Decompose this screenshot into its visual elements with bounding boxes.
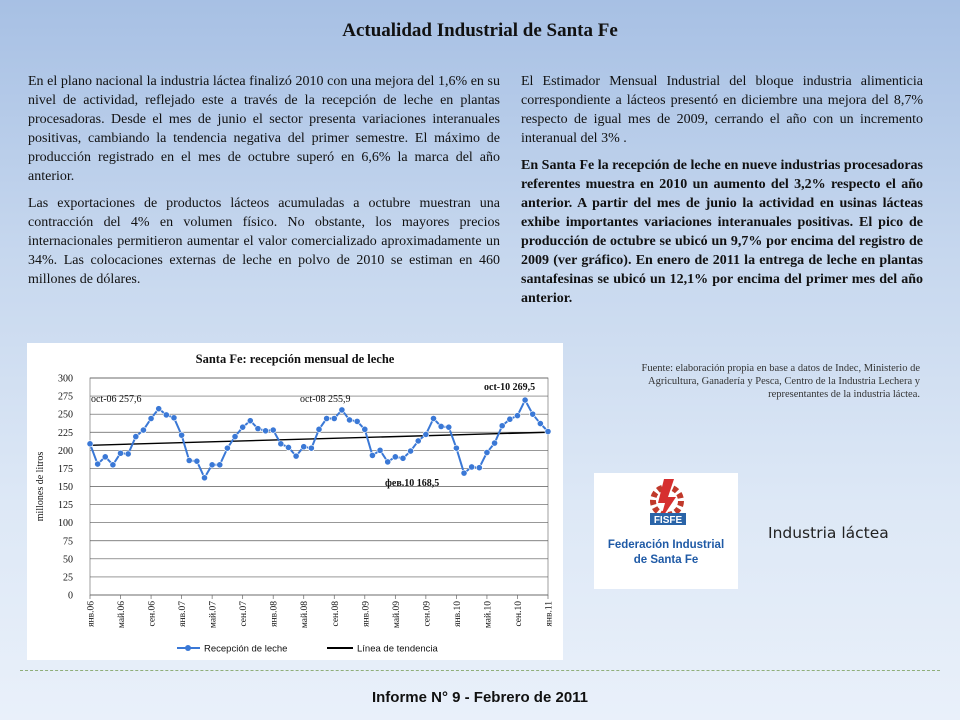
data-point [133,433,139,439]
y-tick-label: 25 [63,572,73,584]
left-paragraph-1: En el plano nacional la industria láctea finalizó 2010 con una mejora del 1,6% en su nivel de actividad, reflejado este a través de la recepción de leche en plantas procesadoras. Desde el mes de junio el sector presenta variaciones interanuales positivas, cambiando la tendencia negativa del primer semestre. El máximo de producción registrado en el mes de octubre superó en 6,6% la marca del año anterior. [28,74,500,184]
x-tick-label: янв.06 [86,601,97,627]
page-title: Actualidad Industrial de Santa Fe [342,20,618,41]
data-point [87,441,93,447]
data-point [476,465,482,471]
data-point [346,417,352,423]
data-point [201,475,207,481]
data-point [430,415,436,421]
data-point [285,444,291,450]
data-point [224,445,230,451]
data-point [217,462,223,468]
data-point [377,447,383,453]
x-tick-label: май.09 [391,601,402,629]
data-point [385,459,391,465]
chart-title: Santa Fe: recepción mensual de leche [195,352,395,366]
x-tick-label: янв.11 [544,601,555,627]
left-column [28,72,500,297]
data-annotation: oct-10 269,5 [484,382,536,393]
data-point [423,431,429,437]
data-point [308,445,314,451]
data-point [339,407,345,413]
chart-canvas [27,343,563,660]
data-point [324,415,330,421]
x-tick-label: янв.07 [178,601,189,627]
y-tick-label: 75 [63,536,73,548]
data-point [140,427,146,433]
data-point [446,424,452,430]
data-point [301,444,307,450]
data-point [408,448,414,454]
fisfe-name-line-1: Federación Industrial [607,539,725,551]
data-point [514,413,520,419]
data-point [110,462,116,468]
data-point [194,458,200,464]
data-point [270,427,276,433]
data-point [545,428,551,434]
x-tick-label: май.08 [300,601,311,629]
logo-caption: Industria láctea [768,524,889,542]
x-tick-label: май.07 [208,601,219,629]
y-tick-label: 125 [58,500,73,512]
data-point [262,428,268,434]
data-point [438,423,444,429]
x-tick-label: янв.10 [452,601,463,627]
data-point [400,455,406,461]
right-paragraph-1: El Estimador Mensual Industrial del bloque industria alimenticia correspondiente a lácteos presentó en diciembre una mejora del 8,7% respecto de igual mes de 2009, cerrando el año con un incremento interanual del 3% . [521,74,923,146]
data-point [163,412,169,418]
x-tick-label: сен.08 [330,601,341,627]
fisfe-name-line-2: de Santa Fe [633,554,699,566]
data-point [499,423,505,429]
data-point [491,440,497,446]
data-point [156,406,162,412]
right-paragraph-2: En Santa Fe la recepción de leche en nueve industrias procesadoras referentes muestra en 2010 un aumento del 3,2% respecto el año anterior. A partir del mes de junio la actividad en usinas lácteas exhibe importantes variaciones interanuales positivas. El pico de producción de octubre se ubicó un 9,7% por encima del registro de 2009 (ver gráfico). En enero de 2011 la entrega de leche en plantas santafesinas se ubicó un 12,1% por encima del primer mes del año anterior. [521,158,923,306]
data-point [255,426,261,432]
data-point [469,464,475,470]
y-tick-label: 225 [58,427,73,439]
x-tick-label: янв.08 [269,601,280,627]
y-tick-label: 175 [58,463,73,475]
y-tick-label: 50 [63,554,73,566]
data-point [171,415,177,421]
trend-line [90,432,548,445]
y-tick-label: 150 [58,482,73,493]
data-annotation: oct-08 255,9 [300,394,351,405]
y-tick-label: 100 [58,518,73,530]
y-tick-label: 200 [58,445,73,457]
data-point [453,445,459,451]
x-tick-label: май.10 [483,601,494,629]
data-point [293,453,299,459]
data-point [354,418,360,424]
right-column [521,72,923,316]
data-point [148,415,154,421]
data-annotation: фев.10 168,5 [385,478,440,489]
left-paragraph-2: Las exportaciones de productos lácteos acumuladas a octubre muestran una contracción del 4% en volumen físico. No obstante, los mayores precios internacionales permitieron aumentar el valor comercializado aproximadamente un 34%. Las colocaciones externas de leche en polvo de 2010 se estiman en 460 millones de dólares. [28,196,500,287]
fisfe-logo-graphic [594,473,738,589]
data-point [95,461,101,467]
y-tick-label: 250 [58,409,73,421]
data-point [240,424,246,430]
x-tick-label: янв.09 [361,601,372,627]
data-point [316,426,322,432]
y-tick-label: 275 [58,391,73,403]
data-point [117,450,123,456]
data-point [232,433,238,439]
legend-marker-recepcion [185,645,191,651]
data-point [522,397,528,403]
data-point [392,454,398,460]
data-point [102,454,108,460]
data-point [415,438,421,444]
x-tick-label: сен.10 [513,601,524,627]
data-point [186,457,192,463]
data-point [278,441,284,447]
data-point [537,420,543,426]
data-point [331,415,337,421]
fisfe-badge-text: FISFE [653,515,683,526]
data-point [507,416,513,422]
data-point [179,432,185,438]
x-tick-label: сен.07 [239,601,250,627]
data-point [125,451,131,457]
source-note: Fuente: elaboración propia en base a datos de Indec, Ministerio de Agricultura, Ganadería y Pesca, Centro de la Industria Lechera y representantes de la industria láctea. [641,363,920,400]
data-point [530,411,536,417]
data-point [362,426,368,432]
footer-divider [20,670,940,671]
data-point [484,449,490,455]
data-point [209,462,215,468]
footer-label: Informe N° 9 - Febrero de 2011 [371,689,589,706]
legend-label-tendencia: Línea de tendencia [357,643,438,655]
data-annotation: oct-06 257,6 [91,394,142,405]
fisfe-logo [594,473,738,589]
data-point [369,452,375,458]
milk-reception-chart [27,343,563,660]
x-tick-label: май.06 [117,601,128,629]
data-point [461,470,467,476]
legend-label-recepcion: Recepción de leche [204,643,288,655]
y-tick-label: 0 [68,590,73,602]
x-tick-label: сен.09 [422,601,433,627]
data-point [247,418,253,424]
y-tick-label: 300 [58,373,73,385]
x-tick-label: сен.06 [147,601,158,627]
y-axis-label: millones de litros [35,451,46,522]
